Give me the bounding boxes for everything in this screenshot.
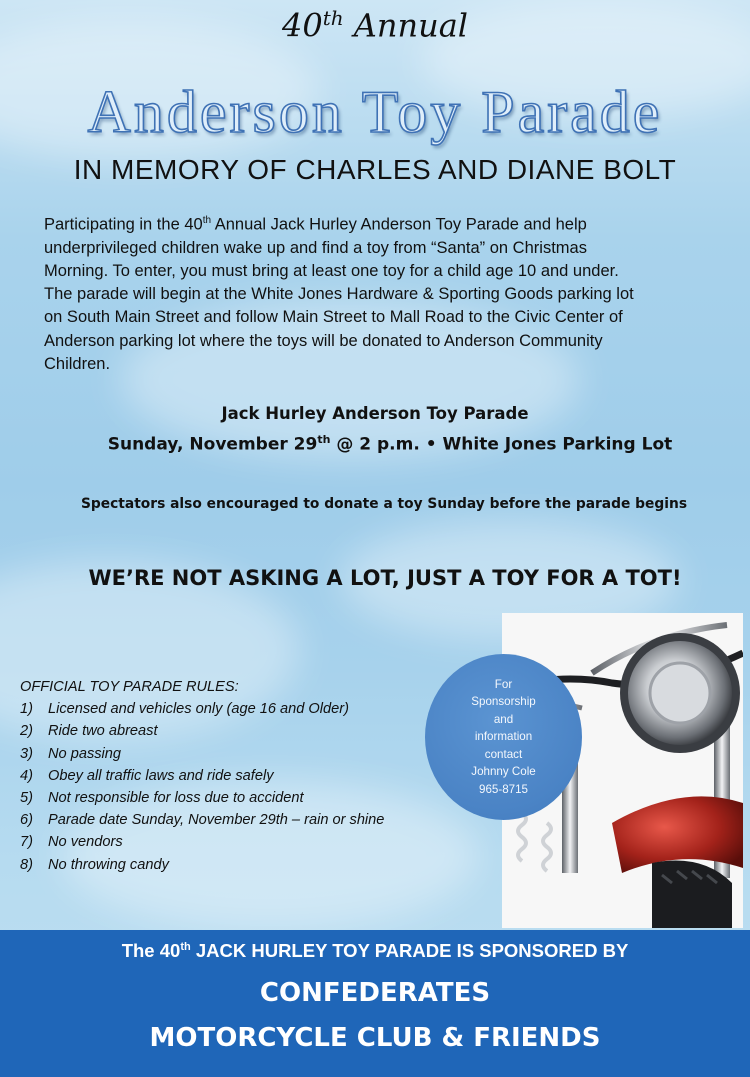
intro-line: Anderson parking lot where the toys will be donated to Anderson Community bbox=[44, 331, 603, 350]
spectators-note: Spectators also encouraged to donate a toy Sunday before the parade begins bbox=[80, 496, 688, 512]
sponsor-name: CONFEDERATES bbox=[259, 978, 491, 1008]
annual-number: 40 bbox=[281, 6, 323, 45]
rule-item: 6) Parade date Sunday, November 29th – rain or shine bbox=[20, 812, 385, 829]
rule-item: 5) Not responsible for loss due to accident bbox=[20, 790, 304, 807]
contact-phone: 965-8715 bbox=[479, 782, 528, 796]
intro-line: The parade will begin at the White Jones Hardware & Sporting Goods parking lot bbox=[44, 285, 634, 304]
rule-item: 3) No passing bbox=[20, 745, 122, 762]
annual-heading bbox=[0, 6, 750, 45]
intro-line: Children. bbox=[44, 354, 111, 373]
intro-line: Participating in the 40th Annual Jack Hurley Anderson Toy Parade and help bbox=[44, 215, 587, 234]
rules-list bbox=[20, 676, 440, 876]
intro-line: underprivileged children wake up and find a toy from “Santa” on Christmas bbox=[44, 238, 587, 257]
contact-line: and bbox=[493, 712, 514, 726]
contact-line: contact bbox=[484, 747, 523, 761]
memorial-line: IN MEMORY OF CHARLES AND DIANE BOLT bbox=[73, 154, 677, 185]
annual-suffix: th bbox=[322, 6, 344, 30]
intro-line: on South Main Street and follow Main Street to Mall Road to the Civic Center of bbox=[44, 308, 623, 327]
event-date-location: Sunday, November 29th @ 2 p.m. • White Jones Parking Lot bbox=[107, 433, 673, 455]
annual-word: Annual bbox=[353, 6, 469, 45]
rule-item: 1) Licensed and vehicles only (age 16 and Older) bbox=[20, 701, 349, 718]
rules-title: OFFICIAL TOY PARADE RULES: bbox=[20, 679, 239, 695]
contact-line: Sponsorship bbox=[471, 695, 536, 709]
rule-item: 4) Obey all traffic laws and ride safely bbox=[20, 767, 274, 784]
contact-line: For bbox=[494, 677, 513, 691]
sponsor-name-continued: MOTORCYCLE CLUB & FRIENDS bbox=[149, 1023, 601, 1053]
contact-line: information bbox=[474, 730, 533, 744]
sponsor-intro: The 40th JACK HURLEY TOY PARADE IS SPONSORED BY bbox=[121, 940, 629, 961]
slogan: WE’RE NOT ASKING A LOT, JUST A TOY FOR A TOT! bbox=[88, 566, 682, 590]
intro-paragraph bbox=[44, 209, 720, 376]
rule-item: 8) No throwing candy bbox=[20, 856, 169, 873]
intro-line: Morning. To enter, you must bring at least one toy for a child age 10 and under. bbox=[44, 261, 619, 280]
rule-item: 2) Ride two abreast bbox=[20, 723, 158, 740]
rule-item: 7) No vendors bbox=[20, 834, 123, 851]
contact-name: Johnny Cole bbox=[471, 765, 536, 779]
event-name: Jack Hurley Anderson Toy Parade bbox=[221, 404, 529, 423]
sponsorship-contact-badge bbox=[425, 654, 582, 820]
parade-title: Anderson Toy Parade bbox=[87, 79, 663, 145]
sponsor-banner bbox=[0, 930, 750, 1077]
